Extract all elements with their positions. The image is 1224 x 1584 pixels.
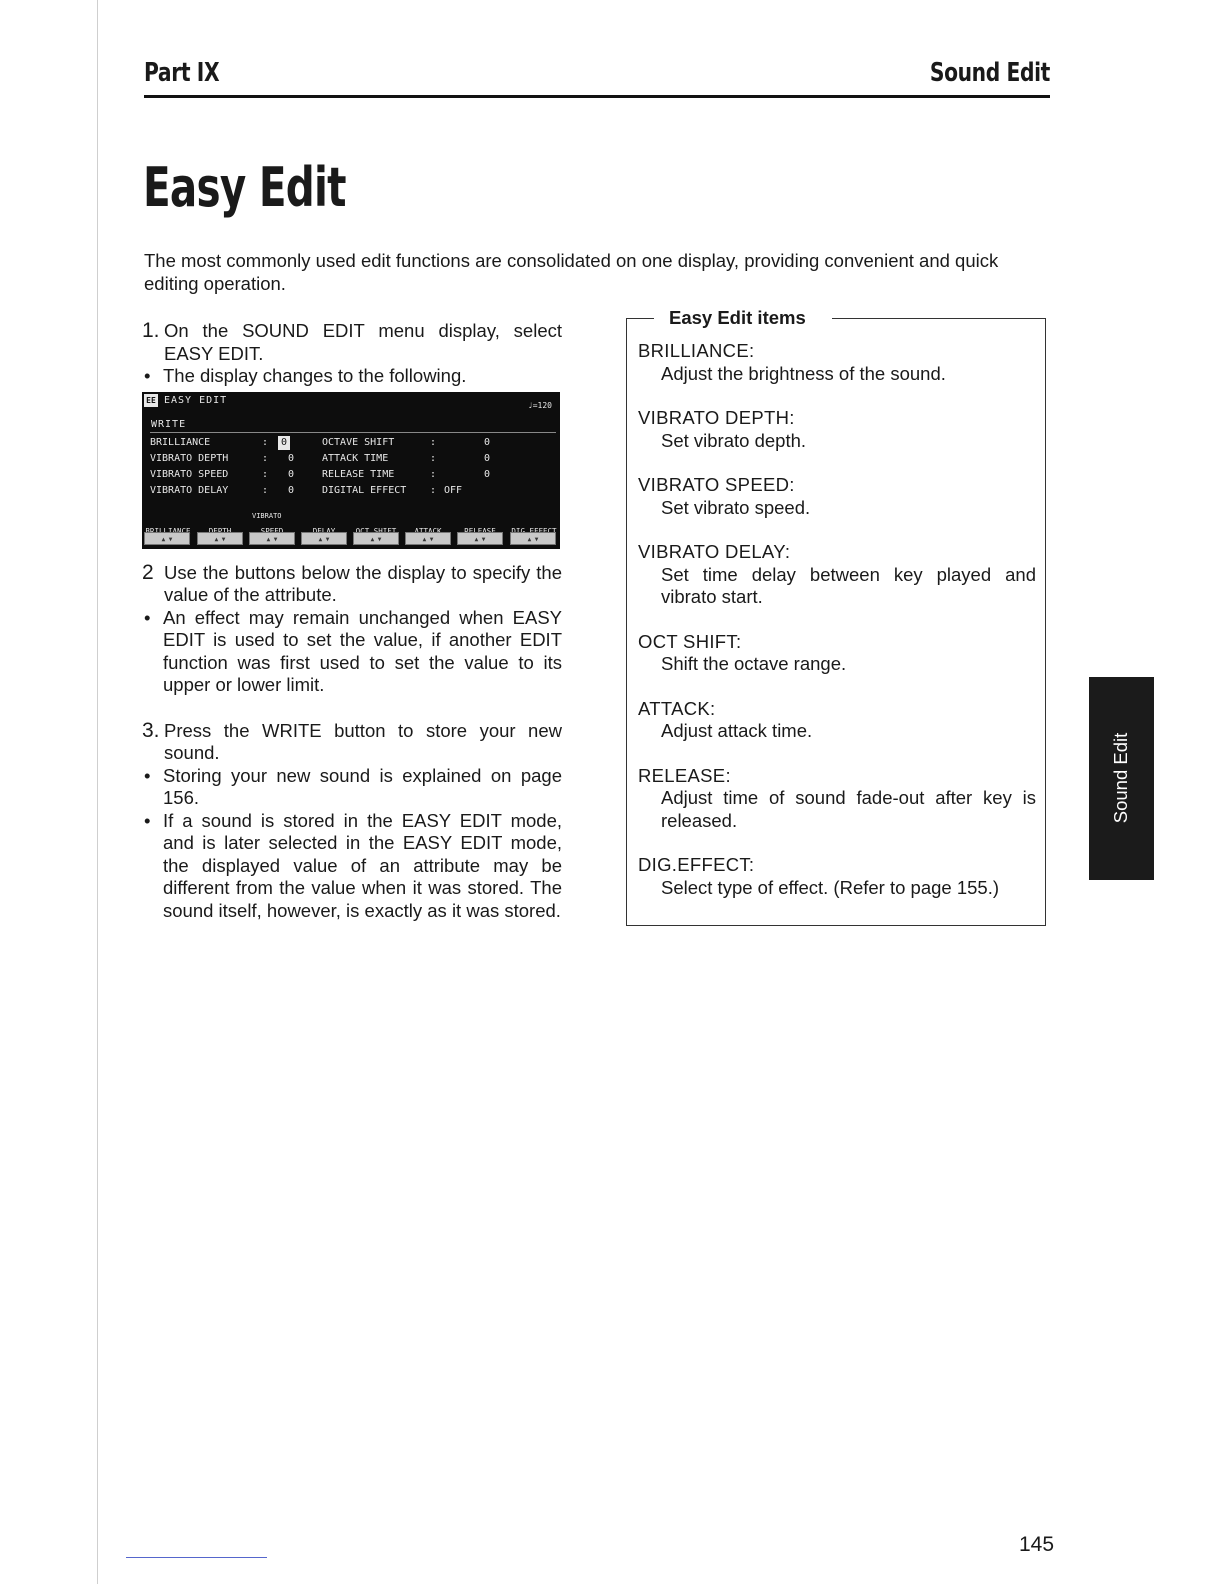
list-item [638, 631, 1036, 676]
box-top-border [626, 318, 654, 319]
intro-paragraph: The most commonly used edit functions are consolidated on one display, providing convenient and quick editing operation. [144, 250, 999, 294]
item-name: VIBRATO SPEED: [638, 474, 795, 495]
delay-button[interactable]: ▲ ▼ [301, 532, 347, 545]
step-text: Use the buttons below the display to specify the value of the attribute. [164, 561, 562, 605]
item-name: DIG.EFFECT: [638, 854, 755, 875]
param-value: 0 [288, 452, 295, 464]
param-value: 0 [484, 436, 491, 448]
param-name: VIBRATO DEPTH [150, 452, 229, 464]
param-value: 0 [484, 468, 491, 480]
step-number: 2 [142, 560, 154, 584]
header-rule [144, 95, 1050, 98]
param-name: VIBRATO DELAY [150, 484, 229, 496]
dig-effect-button[interactable]: ▲ ▼ [510, 532, 556, 545]
step-text: Press the WRITE button to store your new sound. [164, 719, 562, 763]
list-item [638, 854, 1036, 899]
list-item [638, 765, 1036, 833]
list-item [638, 340, 1036, 385]
vibrato-group-label: VIBRATO [252, 511, 282, 520]
box-top-border [832, 318, 1045, 319]
step-number: 3. [142, 718, 160, 742]
step-2 [142, 562, 562, 607]
param-name: DIGITAL EFFECT [322, 484, 407, 496]
section-tab-label: Sound Edit [1110, 732, 1131, 824]
item-description: Set time delay between key played and vibrato start. [661, 563, 1036, 607]
param-name: OCTAVE SHIFT [322, 436, 395, 448]
header-part: Part IX [144, 58, 220, 88]
item-description: Select type of effect. (Refer to page 155.) [661, 876, 999, 898]
item-description: Adjust the brightness of the sound. [661, 362, 946, 384]
item-description: Shift the octave range. [661, 653, 847, 674]
list-item [638, 407, 1036, 452]
item-description: Set vibrato depth. [661, 429, 807, 451]
box-title: Easy Edit items [669, 307, 806, 328]
write-indicator: WRITE [151, 418, 187, 430]
left-column [142, 320, 562, 922]
page-number: 145 [1019, 1533, 1055, 1556]
item-description: Set vibrato speed. [661, 496, 811, 518]
item-name: BRILLIANCE: [638, 340, 755, 361]
item-name: VIBRATO DEPTH: [638, 407, 795, 428]
tempo-indicator: ♩=120 [527, 400, 552, 410]
brilliance-button[interactable]: ▲ ▼ [144, 532, 190, 545]
oct-shift-button[interactable]: ▲ ▼ [353, 532, 399, 545]
param-value: 0 [288, 468, 295, 480]
list-item [638, 698, 1036, 743]
item-name: RELEASE: [638, 764, 731, 786]
list-item [638, 474, 1036, 519]
header-section: Sound Edit [929, 58, 1050, 88]
param-value: 0 [288, 484, 295, 496]
step-1-bullet-1: • The display changes to the following. [142, 365, 562, 388]
param-name: RELEASE TIME [322, 468, 395, 480]
items-list [638, 340, 1036, 921]
step-3-bullet-1: • Storing your new sound is explained on page 156. [142, 765, 562, 810]
easy-edit-mode-icon: EE [144, 394, 158, 407]
step-3-bullet-2: • If a sound is stored in the EASY EDIT mode, and is later selected in the EASY EDIT mode, the displayed value of an attribute may be different from the value when it was stored. The sound itself, however, is exactly as it was stored. [142, 810, 562, 923]
binding-margin-line [97, 0, 98, 1584]
param-value: OFF [444, 484, 463, 496]
item-name: ATTACK: [638, 697, 716, 719]
item-description: Adjust time of sound fade-out after key is released. [661, 787, 1036, 831]
easy-edit-display: EE EASY EDIT ♩=120 WRITE BRILLIANCE : 0 VIBRATO DEPTH : 0 VIBRATO SPEED : 0 VIBRATO DELAY : 0 OCTAVE SHIFT : 0 ATTACK TIME : 0 RELEASE TIME : 0 DIGITAL EFFECT : OFF VIBRATO ▲ ▼ ▲ ▼ ▲ ▼ ▲ ▼ ▲ ▼ ▲ ▼ ▲ ▼ ▲ ▼ [142, 392, 560, 549]
param-value: 0 [484, 452, 491, 464]
bottom-rule [126, 1557, 267, 1558]
button-labels [142, 521, 560, 531]
speed-button[interactable]: ▲ ▼ [249, 532, 295, 545]
param-value-selected[interactable]: 0 [278, 436, 290, 450]
item-description: Adjust attack time. [661, 720, 813, 741]
item-name: OCT SHIFT: [638, 630, 742, 652]
step-1 [142, 320, 562, 365]
param-name: VIBRATO SPEED [150, 468, 229, 480]
release-button[interactable]: ▲ ▼ [457, 532, 503, 545]
param-name: BRILLIANCE [150, 436, 211, 448]
step-number: 1. [142, 319, 160, 342]
list-item [638, 541, 1036, 609]
step-text: On the SOUND EDIT menu display, select EASY EDIT. [164, 320, 562, 364]
page-title: Easy Edit [143, 156, 346, 219]
display-buttons [142, 532, 560, 547]
param-name: ATTACK TIME [322, 452, 389, 464]
step-3 [142, 720, 562, 765]
display-separator [150, 432, 556, 433]
depth-button[interactable]: ▲ ▼ [197, 532, 243, 545]
item-name: VIBRATO DELAY: [638, 541, 791, 562]
step-2-bullet-1: • An effect may remain unchanged when EASY EDIT is used to set the value, if another EDIT function was first used to set the value to its upper or lower limit. [142, 607, 562, 697]
attack-button[interactable]: ▲ ▼ [405, 532, 451, 545]
display-title: EASY EDIT [164, 394, 228, 406]
